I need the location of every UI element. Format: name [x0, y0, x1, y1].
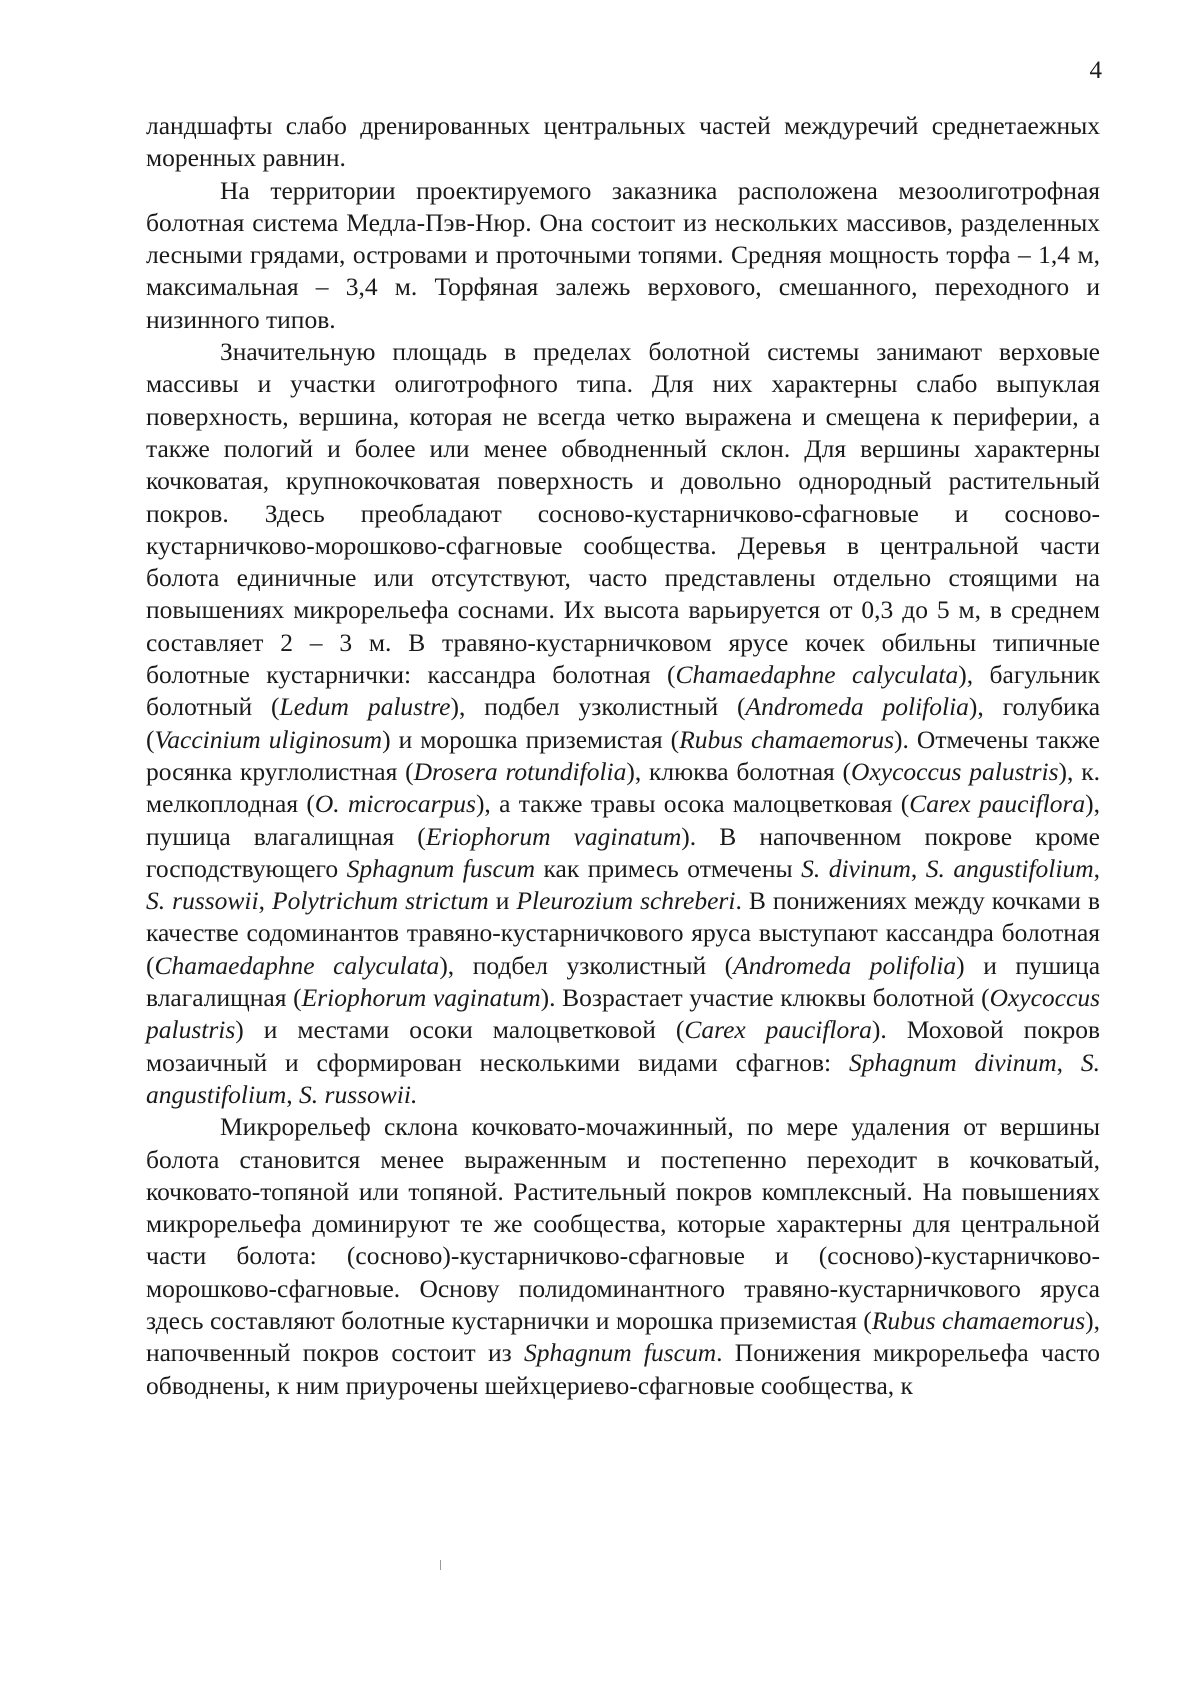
text-run: ,	[258, 886, 273, 916]
text-run: ,	[286, 1079, 300, 1109]
text-run: ). Возрастает участие клюквы болотной (	[540, 983, 990, 1013]
latin-species-name: Pleurozium schreberi	[516, 886, 736, 916]
text-run: ). Отмечены также росянка круглолистная (	[146, 724, 1100, 786]
text-run: ) и местами осоки малоцветковой (	[235, 1015, 685, 1045]
text-run: ,	[1056, 1047, 1081, 1077]
latin-species-name: S. angustifolium	[146, 1047, 1100, 1109]
latin-species-name: Eriophorum vaginatum	[425, 821, 682, 851]
text-run: ), пушица влагалищная (	[146, 789, 1100, 851]
text-run: ), к. мелкоплодная (	[146, 756, 1100, 819]
text-run: ), голубика (	[146, 692, 1101, 754]
latin-species-name: S. angustifolium	[925, 853, 1094, 883]
text-run: ), багульник болотный (	[146, 660, 1100, 722]
paragraph-2	[146, 175, 1100, 336]
text-run: ) и пушица влагалищная (	[146, 950, 1101, 1013]
latin-species-name: Rubus chamaemorus	[679, 724, 895, 754]
latin-species-name: Ledum palustre	[279, 692, 451, 722]
latin-species-name: Oxycoccus palustris	[851, 756, 1059, 786]
text-run: На территории проектируемого заказника расположена мезоолиготрофная болотная система Медла-Пэв-Нюр. Она состоит из нескольких массивов, разделенных лесными грядами, островами и проточными топями. Средняя мощность торфа – 1,4 м, максимальная – 3,4 м. Торфяная залежь верхового, смешанного, переходного и низинного типов.	[146, 175, 1100, 334]
latin-species-name: S. divinum	[801, 853, 911, 883]
page-number: 4	[1089, 57, 1102, 84]
text-run: ). Моховой покров мозаичный и сформирован несколькими видами сфагнов:	[146, 1015, 1101, 1077]
text-run: . В понижениях между кочками в качестве содоминантов травяно-кустарничкового яруса выступают кассандра болотная (	[146, 886, 1100, 980]
text-run: ) и морошка приземистая (	[382, 724, 680, 754]
text-run: . Понижения микрорельефа часто обводнены, к ним приурочены шейхцериево-сфагновые сообщества, к	[146, 1338, 1100, 1400]
latin-species-name: S. russowii.	[299, 1079, 418, 1109]
latin-species-name: Andromeda polifolia	[733, 950, 957, 980]
latin-species-name: Polytrichum strictum	[272, 886, 489, 916]
latin-species-name: Chamaedaphne calyculata	[154, 950, 440, 980]
latin-species-name: O. microcarpus	[314, 789, 476, 819]
text-run: ,	[1093, 853, 1101, 883]
text-run: как примесь отмечены	[535, 853, 802, 883]
latin-species-name: Carex pauciflora	[684, 1015, 872, 1045]
latin-species-name: Vaccinium uliginosum	[154, 724, 383, 754]
scan-artifact-mark	[440, 1560, 441, 1570]
text-run: ). В напочвенном покрове кроме господствующего	[146, 821, 1100, 883]
text-run: ), подбел узколистный (	[450, 692, 746, 722]
paragraph-4	[146, 1111, 1100, 1402]
paragraph-3	[146, 336, 1100, 1111]
text-run: ландшафты слабо дренированных центральных частей междуречий среднетаежных моренных равнин.	[146, 111, 1100, 173]
text-run: Значительную площадь в пределах болотной системы занимают верховые массивы и участки олиготрофного типа. Для них характерны слабо выпуклая поверхность, вершина, которая не всегда четко выражена и смещена к периферии, а также пологий и более или менее обводненный склон. Для вершины характерны кочковатая, крупнокочковатая поверхность и довольно однородный растительный покров. Здесь преобладают сосново-кустарничково-сфагновые и сосново-кустарничково-морошково-сфагновые сообщества. Деревья в центральной части болота единичные или отсутствуют, часто представлены отдельно стоящими на повышениях микрорельефа соснами. Их высота варьируется от 0,3 до 5 м, в среднем составляет 2 – 3 м. В травяно-кустарничковом ярусе кочек обильны типичные болотные кустарнички: кассандра болотная (	[146, 337, 1100, 690]
latin-species-name: Sphagnum divinum	[848, 1047, 1057, 1077]
text-run: ), напочвенный покров состоит из	[146, 1305, 1100, 1368]
latin-species-name: Andromeda polifolia	[745, 692, 969, 722]
latin-species-name: Chamaedaphne calyculata	[675, 660, 959, 690]
latin-species-name: Carex pauciflora	[909, 789, 1086, 819]
text-run: ), а также травы осока малоцветковая (	[475, 789, 910, 819]
text-run: и	[488, 886, 517, 916]
text-run: ), клюква болотная (	[626, 756, 852, 786]
document-body	[146, 110, 1100, 1402]
text-run: ,	[910, 853, 926, 883]
latin-species-name: Sphagnum fuscum	[346, 853, 536, 883]
paragraph-1	[146, 110, 1100, 175]
latin-species-name: Sphagnum fuscum	[523, 1338, 717, 1368]
latin-species-name: S. russowii	[146, 886, 259, 916]
text-run: Микрорельеф склона кочковато-мочажинный, по мере удаления от вершины болота становится менее выраженным и постепенно переходит в кочковатый, кочковато-топяной или топяной. Растительный покров комплексный. На повышениях микрорельефа доминируют те же сообщества, которые характерны для центральной части болота: (сосново)-кустарничково-сфагновые и (сосново)-кустарничково-морошково-сфагновые. Основу полидоминантного травяно-кустарничкового яруса здесь составляют болотные кустарнички и морошка приземистая (	[146, 1112, 1100, 1335]
latin-species-name: Eriophorum vaginatum	[301, 983, 541, 1013]
latin-species-name: Drosera rotundifolia	[413, 756, 627, 786]
latin-species-name: Rubus chamaemorus	[871, 1305, 1086, 1335]
text-run: ), подбел узколистный (	[439, 950, 734, 980]
latin-species-name: Oxycoccus palustris	[146, 983, 1100, 1045]
